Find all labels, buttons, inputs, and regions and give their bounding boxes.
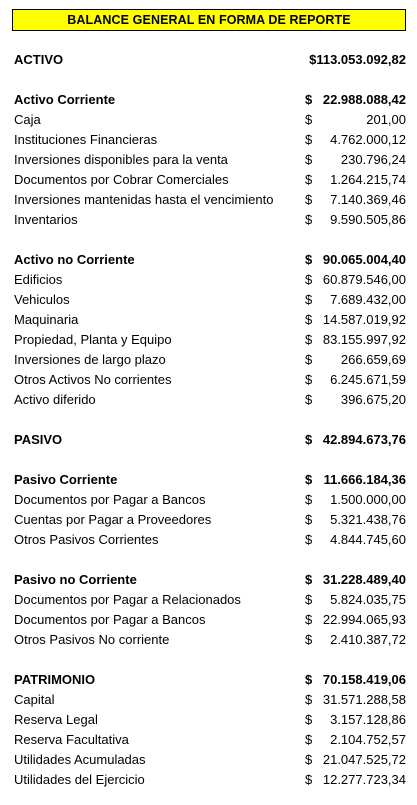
line-item-row xyxy=(14,330,406,350)
line-item-row xyxy=(14,610,406,630)
amount-value: 21.047.525,72 xyxy=(322,752,406,767)
amount-value: 22.988.088,42 xyxy=(322,92,406,107)
amount-value: 7.140.369,46 xyxy=(330,192,406,207)
amount-value: 14.587.019,92 xyxy=(322,312,406,327)
currency-symbol: $ xyxy=(305,732,313,747)
currency-symbol: $ xyxy=(305,132,313,147)
amount-value: 396.675,20 xyxy=(340,392,406,407)
currency-symbol: $ xyxy=(305,672,313,687)
currency-symbol: $ xyxy=(305,512,313,527)
account-label: Inversiones de largo plazo xyxy=(14,352,166,367)
account-label: Documentos por Pagar a Relacionados xyxy=(14,592,241,607)
account-label: Reserva Facultativa xyxy=(14,732,129,747)
amount-value: 230.796,24 xyxy=(340,152,406,167)
account-label: Activo Corriente xyxy=(14,92,116,107)
account-label: Utilidades Acumuladas xyxy=(14,752,146,767)
account-label: Documentos por Cobrar Comerciales xyxy=(14,172,229,187)
account-label: PASIVO xyxy=(14,432,63,447)
report-title: BALANCE GENERAL EN FORMA DE REPORTE xyxy=(12,9,406,31)
section-total-row xyxy=(14,430,406,450)
balance-sheet-table xyxy=(14,50,406,790)
currency-symbol: $ xyxy=(305,92,313,107)
account-label: Capital xyxy=(14,692,55,707)
line-item-row xyxy=(14,510,406,530)
account-label: Otros Activos No corrientes xyxy=(14,372,172,387)
section-total-row xyxy=(14,670,406,690)
currency-symbol: $ xyxy=(305,612,313,627)
line-item-row xyxy=(14,590,406,610)
currency-symbol: $ xyxy=(305,532,313,547)
account-label: Instituciones Financieras xyxy=(14,132,158,147)
account-label: Documentos por Pagar a Bancos xyxy=(14,612,206,627)
section-total-row xyxy=(14,250,406,270)
line-item-row xyxy=(14,730,406,750)
line-item-row xyxy=(14,270,406,290)
account-label: Inversiones mantenidas hasta el vencimiento xyxy=(14,192,274,207)
line-item-row xyxy=(14,310,406,330)
account-label: Vehiculos xyxy=(14,292,70,307)
currency-symbol: $ xyxy=(305,772,313,787)
line-item-row xyxy=(14,370,406,390)
amount-value: 12.277.723,34 xyxy=(322,772,406,787)
amount-value: 60.879.546,00 xyxy=(322,272,406,287)
currency-symbol: $ xyxy=(305,152,313,167)
blank-row xyxy=(14,410,406,430)
account-label: Inventarios xyxy=(14,212,78,227)
account-label: Activo no Corriente xyxy=(14,252,135,267)
line-item-row xyxy=(14,150,406,170)
account-label: Pasivo Corriente xyxy=(14,472,118,487)
currency-symbol: $ xyxy=(305,712,313,727)
account-label: Pasivo no Corriente xyxy=(14,572,137,587)
currency-symbol: $ xyxy=(305,272,313,287)
currency-symbol: $ xyxy=(305,292,313,307)
currency-symbol: $ xyxy=(305,332,313,347)
amount-value: 7.689.432,00 xyxy=(330,292,406,307)
line-item-row xyxy=(14,190,406,210)
amount-value: $113.053.092,82 xyxy=(309,52,406,67)
amount-value: 5.321.438,76 xyxy=(330,512,406,527)
amount-value: 70.158.419,06 xyxy=(322,672,406,687)
line-item-row xyxy=(14,490,406,510)
currency-symbol: $ xyxy=(305,252,313,267)
amount-value: 5.824.035,75 xyxy=(330,592,406,607)
line-item-row xyxy=(14,770,406,790)
line-item-row xyxy=(14,690,406,710)
currency-symbol: $ xyxy=(305,372,313,387)
account-label: Cuentas por Pagar a Proveedores xyxy=(14,512,212,527)
currency-symbol: $ xyxy=(305,212,313,227)
section-total-row xyxy=(14,470,406,490)
line-item-row xyxy=(14,210,406,230)
account-label: PATRIMONIO xyxy=(14,672,96,687)
amount-value: 22.994.065,93 xyxy=(322,612,406,627)
amount-value: 90.065.004,40 xyxy=(322,252,406,267)
currency-symbol: $ xyxy=(305,352,313,367)
amount-value: 1.500.000,00 xyxy=(330,492,406,507)
line-item-row xyxy=(14,710,406,730)
line-item-row xyxy=(14,530,406,550)
section-total-row xyxy=(14,570,406,590)
blank-row xyxy=(14,70,406,90)
account-label: Maquinaria xyxy=(14,312,79,327)
account-label: ACTIVO xyxy=(14,52,64,67)
amount-value: 3.157.128,86 xyxy=(330,712,406,727)
line-item-row xyxy=(14,390,406,410)
amount-value: 11.666.184,36 xyxy=(323,472,406,487)
account-label: Otros Pasivos No corriente xyxy=(14,632,170,647)
blank-row xyxy=(14,650,406,670)
currency-symbol: $ xyxy=(305,692,313,707)
line-item-row xyxy=(14,110,406,130)
currency-symbol: $ xyxy=(305,392,313,407)
account-label: Otros Pasivos Corrientes xyxy=(14,532,159,547)
currency-symbol: $ xyxy=(305,752,313,767)
currency-symbol: $ xyxy=(305,432,313,447)
currency-symbol: $ xyxy=(305,112,313,127)
amount-value: 9.590.505,86 xyxy=(330,212,406,227)
currency-symbol: $ xyxy=(305,312,313,327)
account-label: Reserva Legal xyxy=(14,712,98,727)
account-label: Inversiones disponibles para la venta xyxy=(14,152,228,167)
account-label: Documentos por Pagar a Bancos xyxy=(14,492,206,507)
currency-symbol: $ xyxy=(305,592,313,607)
account-label: Caja xyxy=(14,112,41,127)
amount-value: 201,00 xyxy=(366,112,406,127)
line-item-row xyxy=(14,350,406,370)
account-label: Utilidades del Ejercicio xyxy=(14,772,145,787)
amount-value: 6.245.671,59 xyxy=(330,372,406,387)
section-total-row xyxy=(14,90,406,110)
amount-value: 2.104.752,57 xyxy=(330,732,406,747)
line-item-row xyxy=(14,130,406,150)
grand-total-row xyxy=(14,50,406,70)
currency-symbol: $ xyxy=(305,492,313,507)
amount-value: 42.894.673,76 xyxy=(322,432,406,447)
amount-value: 83.155.997,92 xyxy=(322,332,406,347)
line-item-row xyxy=(14,290,406,310)
line-item-row xyxy=(14,170,406,190)
blank-row xyxy=(14,450,406,470)
amount-value: 31.571.288,58 xyxy=(322,692,406,707)
amount-value: 4.844.745,60 xyxy=(330,532,406,547)
amount-value: 266.659,69 xyxy=(340,352,406,367)
amount-value: 1.264.215,74 xyxy=(330,172,406,187)
blank-row xyxy=(14,230,406,250)
blank-row xyxy=(14,550,406,570)
currency-symbol: $ xyxy=(305,192,313,207)
amount-value: 2.410.387,72 xyxy=(330,632,406,647)
account-label: Edificios xyxy=(14,272,63,287)
currency-symbol: $ xyxy=(305,572,313,587)
line-item-row xyxy=(14,750,406,770)
amount-value: 4.762.000,12 xyxy=(330,132,406,147)
currency-symbol: $ xyxy=(305,172,313,187)
amount-value: 31.228.489,40 xyxy=(322,572,406,587)
line-item-row xyxy=(14,630,406,650)
currency-symbol: $ xyxy=(305,632,313,647)
account-label: Propiedad, Planta y Equipo xyxy=(14,332,172,347)
currency-symbol: $ xyxy=(305,472,313,487)
account-label: Activo diferido xyxy=(14,392,96,407)
